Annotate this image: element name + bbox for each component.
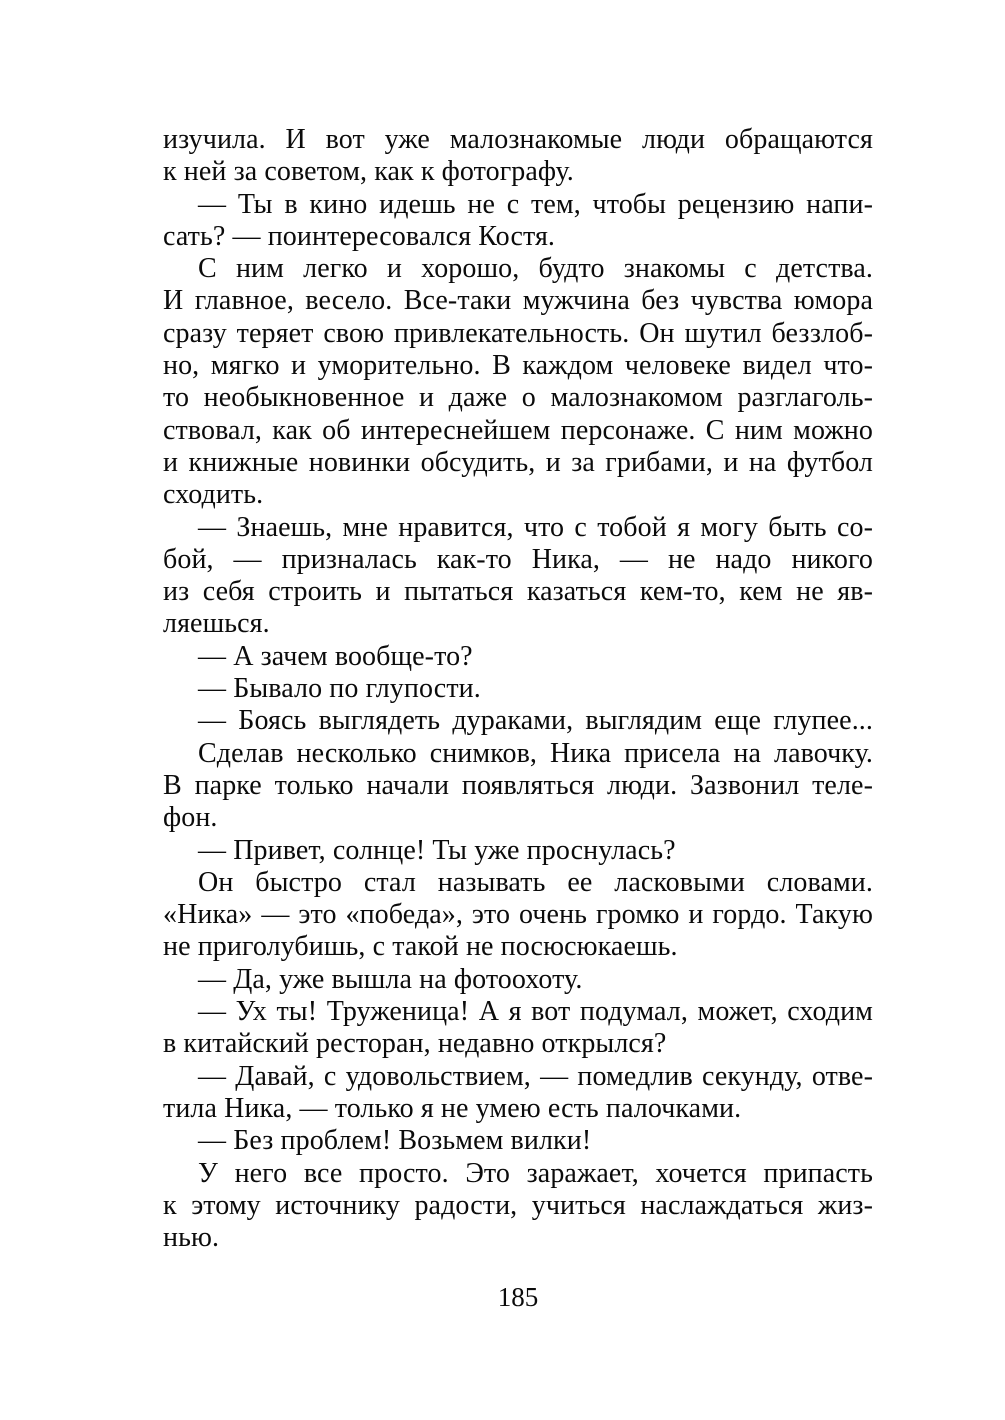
text-line: «Ника» — это «победа», это очень громко и гордо. Такую <box>163 899 873 931</box>
text-line: ствовал, как об интереснейшем персонаже. С ним можно <box>163 414 873 446</box>
paragraph <box>163 835 873 867</box>
text-line: но, мягко и уморительно. В каждом человеке видел что- <box>163 350 873 382</box>
page-number: 185 <box>497 1282 539 1312</box>
text-line: — Давай, с удовольствием, — помедлив секунду, отве- <box>198 1060 873 1092</box>
text-line: С ним легко и хорошо, будто знакомы с детства. <box>198 253 873 285</box>
paragraph <box>163 641 873 673</box>
text-line: ляешься. <box>163 608 270 640</box>
text-line: к этому источнику радости, учиться наслаждаться жиз- <box>163 1189 873 1221</box>
text-line: тила Ника, — только я не умею есть палочками. <box>163 1092 742 1124</box>
paragraph <box>163 996 873 1061</box>
text-line: — Ух ты! Труженица! А я вот подумал, может, сходим <box>198 996 873 1028</box>
paragraph <box>163 1125 873 1157</box>
text-line: и книжные новинки обсудить, и за грибами, и на футбол <box>163 446 873 478</box>
text-line: У него все просто. Это заражает, хочется припасть <box>198 1157 873 1189</box>
paragraph <box>163 124 873 189</box>
text-line: — Бывало по глупости. <box>198 673 481 705</box>
text-line: — Да, уже вышла на фотоохоту. <box>198 963 583 995</box>
text-line: В парке только начали появляться люди. Зазвонил теле- <box>163 769 873 801</box>
text-line: — Ты в кино идешь не с тем, чтобы рецензию напи- <box>198 188 873 220</box>
paragraph <box>163 867 873 964</box>
paragraph <box>163 964 873 996</box>
text-line: в китайский ресторан, недавно открылся? <box>163 1028 667 1060</box>
paragraph <box>163 189 873 254</box>
paragraph <box>163 1061 873 1126</box>
text-line: И главное, весело. Все-таки мужчина без чувства юмора <box>163 285 873 317</box>
text-line: сразу теряет свою привлекательность. Он шутил беззлоб- <box>163 317 873 349</box>
text-line: изучила. И вот уже малознакомые люди обращаются <box>163 124 873 155</box>
text-line: из себя строить и пытаться казаться кем-то, кем не яв- <box>163 576 873 608</box>
text-line: то необыкновенное и даже о малознакомом разглаголь- <box>163 382 873 414</box>
text-line: сходить. <box>163 479 264 511</box>
paragraph <box>163 738 873 835</box>
text-line: нью. <box>163 1222 220 1254</box>
text-line: — Знаешь, мне нравится, что с тобой я могу быть со- <box>198 511 873 543</box>
text-line: не приголубишь, с такой не посюсюкаешь. <box>163 931 678 963</box>
text-line: бой, — призналась как-то Ника, — не надо никого <box>163 543 873 575</box>
text-line: фон. <box>163 802 218 834</box>
paragraph <box>163 512 873 641</box>
paragraph <box>163 673 873 705</box>
text-line: Он быстро стал называть ее ласковыми словами. <box>198 866 873 898</box>
text-line: к ней за советом, как к фотографу. <box>163 156 574 188</box>
paragraph <box>163 705 873 737</box>
paragraph <box>163 253 873 511</box>
text-line: — А зачем вообще-то? <box>198 640 473 672</box>
text-line: — Боясь выглядеть дураками, выглядим еще глупее... <box>198 705 873 737</box>
paragraph <box>163 1158 873 1255</box>
text-line: сать? — поинтересовался Костя. <box>163 220 556 252</box>
text-line: — Без проблем! Возьмем вилки! <box>198 1125 592 1157</box>
text-line: Сделав несколько снимков, Ника присела на лавочку. <box>198 737 873 769</box>
text-line: — Привет, солнце! Ты уже проснулась? <box>198 834 676 866</box>
text-block <box>163 124 873 1254</box>
